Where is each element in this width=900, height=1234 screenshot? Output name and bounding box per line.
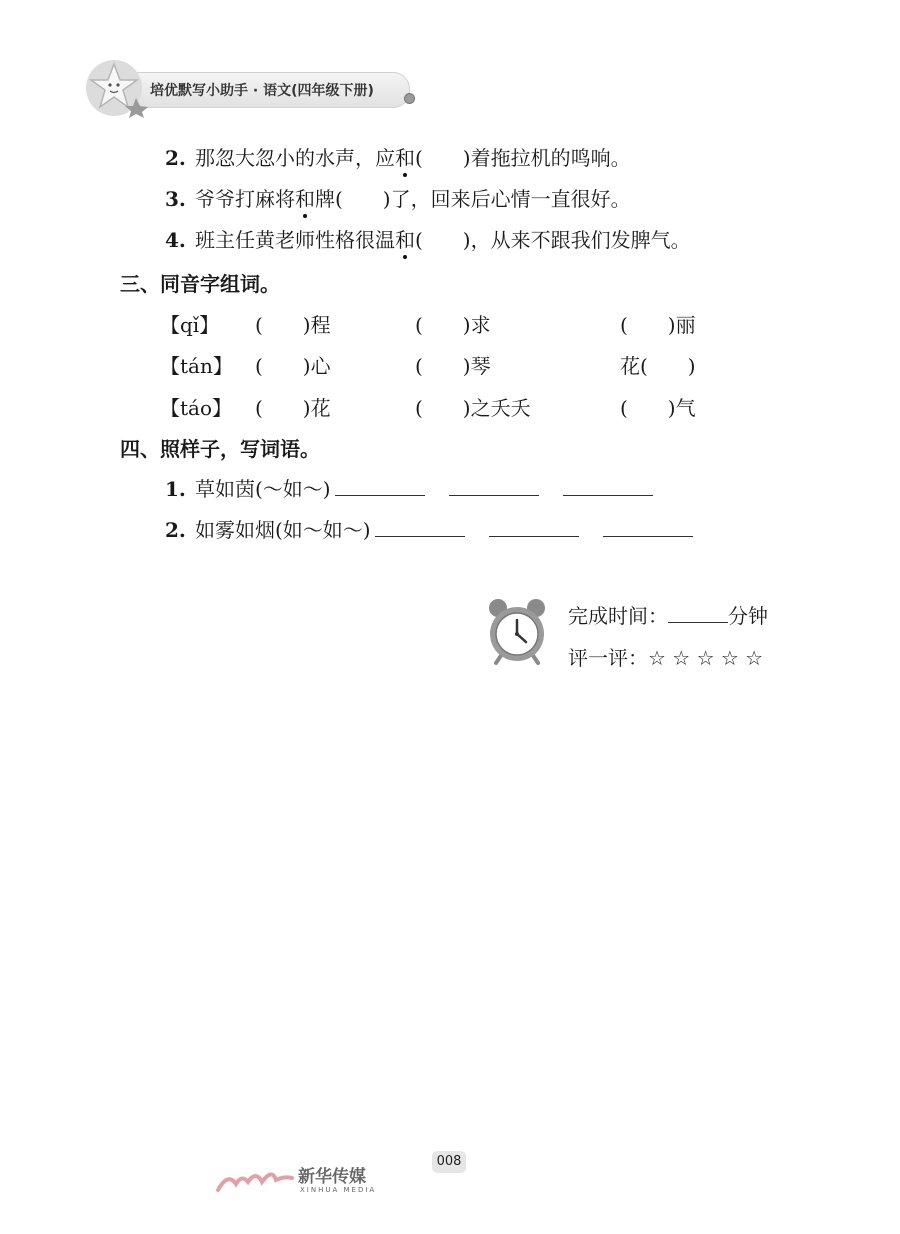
blank-cell[interactable]: ( )气 (620, 396, 696, 420)
time-unit: 分钟 (728, 604, 768, 628)
blank-cell[interactable]: ( )琴 (415, 354, 491, 378)
brand-sub: XINHUA MEDIA (300, 1186, 377, 1194)
item-text: 牌( )了，回来后心情一直很好。 (315, 187, 631, 211)
rating-stars[interactable]: ☆ ☆ ☆ ☆ ☆ (648, 646, 764, 670)
blank-cell[interactable]: ( )丽 (620, 313, 696, 337)
dotted-char: 和 (295, 187, 315, 211)
dotted-char: 和 (395, 146, 415, 170)
item-text: ( )着拖拉机的鸣响。 (415, 146, 631, 170)
answer-blank[interactable] (449, 475, 539, 496)
completion-time (568, 600, 768, 629)
item-text: 爷爷打麻将 (195, 187, 295, 211)
blank-cell[interactable]: ( )心 (255, 354, 331, 378)
item-text: ( )，从来不跟我们发脾气。 (415, 228, 691, 252)
example-1 (165, 475, 653, 502)
answer-blank[interactable] (563, 475, 653, 496)
answer-blank[interactable] (335, 475, 425, 496)
brand-name: 新华传媒 (298, 1167, 366, 1187)
item-2 (165, 145, 631, 171)
answer-blank[interactable] (603, 516, 693, 537)
section-3-title: 三、同音字组词。 (120, 272, 280, 296)
answer-blank[interactable] (489, 516, 579, 537)
example-text: 草如茵(～如～) (195, 477, 331, 501)
dotted-char: 和 (395, 228, 415, 252)
pinyin-label: 【tán】 (160, 354, 233, 378)
page-number: 008 (432, 1151, 466, 1173)
item-number: 2. (165, 146, 186, 170)
time-label: 完成时间： (568, 604, 668, 628)
rating-label: 评一评： (568, 646, 648, 670)
blank-cell[interactable]: 花( ) (620, 354, 696, 378)
item-number: 2. (165, 518, 186, 542)
star-mascot-icon (84, 58, 150, 118)
item-3 (165, 186, 631, 212)
header-dot (404, 93, 415, 104)
blank-cell[interactable]: ( )花 (255, 396, 331, 420)
blank-cell[interactable]: ( )程 (255, 313, 331, 337)
alarm-clock-icon (486, 596, 548, 666)
header-title: 培优默写小助手 · 语文(四年级下册) (150, 83, 374, 99)
pinyin-label: 【qǐ】 (160, 313, 220, 337)
item-number: 4. (165, 228, 186, 252)
section-4-title: 四、照样子，写词语。 (120, 437, 320, 461)
time-blank[interactable] (668, 604, 728, 623)
example-text: 如雾如烟(如～如～) (195, 518, 371, 542)
item-number: 3. (165, 187, 186, 211)
pinyin-label: 【táo】 (160, 396, 233, 420)
brand-logo-icon (214, 1164, 294, 1194)
blank-cell[interactable]: ( )之夭夭 (415, 396, 531, 420)
rating (568, 642, 763, 671)
item-4 (165, 227, 691, 253)
example-2 (165, 516, 693, 543)
item-text: 那忽大忽小的水声，应 (195, 146, 395, 170)
item-number: 1. (165, 477, 186, 501)
answer-blank[interactable] (375, 516, 465, 537)
blank-cell[interactable]: ( )求 (415, 313, 491, 337)
item-text: 班主任黄老师性格很温 (195, 228, 395, 252)
